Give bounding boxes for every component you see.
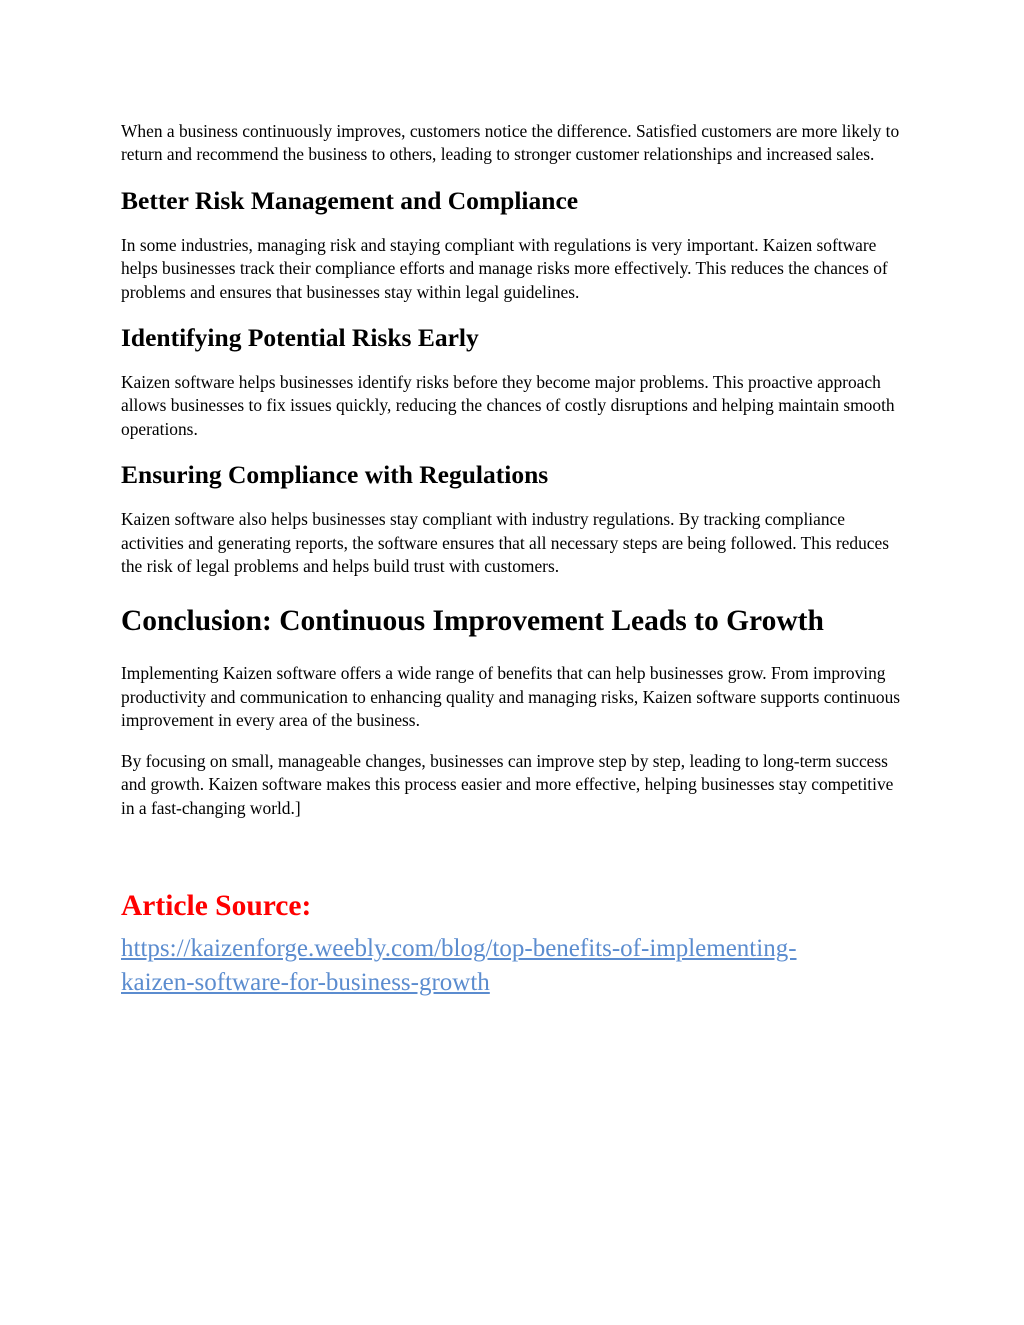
conclusion-paragraph-2: By focusing on small, manageable changes, businesses can improve step by step, leading to long-term success and growth. Kaizen software makes this process easier and more effective, helping businesses stay competitive in a fast-changing world.] xyxy=(121,750,894,818)
article-source-link-line-1: https://kaizenforge.weebly.com/blog/top-benefits-of-implementing- xyxy=(121,934,797,962)
article-source-link[interactable] xyxy=(121,932,911,1000)
document-page xyxy=(121,120,911,1000)
conclusion-heading: Conclusion: Continuous Improvement Leads to Growth xyxy=(121,605,824,638)
section-paragraph-risk-management: In some industries, managing risk and staying compliant with regulations is very important. Kaizen software helps businesses track their compliance efforts and manage risks more effectively. This reduces the chances of problems and ensures that businesses stay within legal guidelines. xyxy=(121,234,888,302)
section-heading-risk-management: Better Risk Management and Compliance xyxy=(121,185,579,215)
section-heading-identifying-risks: Identifying Potential Risks Early xyxy=(121,323,479,353)
article-source-link-line-2: kaizen-software-for-business-growth xyxy=(121,968,490,996)
section-paragraph-compliance: Kaizen software also helps businesses stay compliant with industry regulations. By tracking compliance activities and generating reports, the software ensures that all necessary steps are being followed. This reduces the risk of legal problems and helps build trust with customers. xyxy=(121,509,889,577)
intro-paragraph: When a business continuously improves, customers notice the difference. Satisfied customers are more likely to return and recommend the business to others, leading to stronger customer relationships and increased sales. xyxy=(121,121,900,165)
section-heading-compliance: Ensuring Compliance with Regulations xyxy=(121,460,549,490)
article-source-heading: Article Source: xyxy=(121,889,312,922)
section-paragraph-identifying-risks: Kaizen software helps businesses identify risks before they become major problems. This proactive approach allows businesses to fix issues quickly, reducing the chances of costly disruptions and helping maintain smooth operations. xyxy=(121,372,895,439)
conclusion-paragraph-1: Implementing Kaizen software offers a wide range of benefits that can help businesses grow. From improving productivity and communication to enhancing quality and managing risks, Kaizen software supports continuous improvement in every area of the business. xyxy=(121,663,901,731)
